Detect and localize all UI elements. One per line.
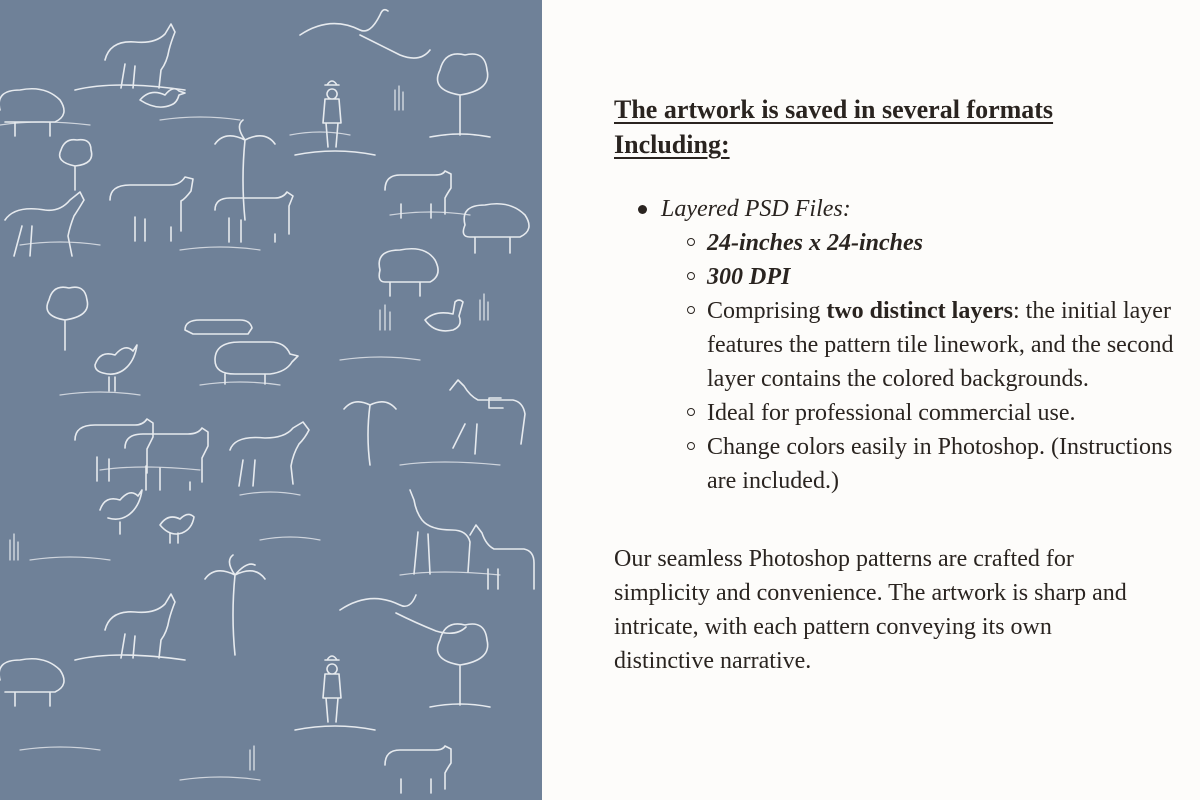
circle-bullet-icon: [687, 238, 695, 246]
cow-motif: [215, 192, 293, 242]
sheep-motif: [0, 89, 64, 136]
horse-motif: [450, 380, 525, 454]
circle-bullet-icon: [687, 272, 695, 280]
palm-tree-motif: [344, 402, 396, 465]
toile-pattern-image: [0, 0, 542, 800]
cow-motif: [75, 419, 153, 481]
ground-strokes: [0, 117, 500, 780]
sheep-motif: [379, 249, 438, 296]
commercial-text: Ideal for professional commercial use.: [707, 400, 1076, 426]
circle-bullet-icon: [687, 442, 695, 450]
donkey-motif: [410, 490, 470, 574]
tree-motif: [60, 140, 92, 190]
formats-list: [614, 192, 1174, 498]
hen-motif: [160, 514, 194, 543]
heading-line-2: Including:: [614, 130, 730, 159]
list-item-size: [661, 226, 1174, 260]
colors-text: Change colors easily in Photoshop. (Instructions are included.): [707, 434, 1173, 494]
description-paragraph: Our seamless Photoshop patterns are crafted for simplicity and convenience. The artwork is sharp and intricate, with each pattern conveying its own distinctive narrative.: [614, 546, 1127, 674]
list-item-colors: [661, 430, 1174, 498]
goose-motif: [425, 300, 463, 331]
tree-motif: [430, 54, 490, 137]
dpi-text: 300 DPI: [707, 264, 791, 290]
disc-bullet-icon: [638, 205, 647, 214]
circle-bullet-icon: [687, 408, 695, 416]
description-panel: [614, 92, 1174, 678]
rooster-motif: [95, 345, 137, 391]
goat-motif: [75, 24, 185, 90]
rooster-motif: [100, 490, 142, 534]
sheep-motif: [0, 659, 64, 706]
cow-motif: [110, 177, 193, 241]
goat-motif: [75, 594, 185, 660]
farmer-motif: [295, 81, 375, 155]
layers-bold-text: two distinct layers: [826, 298, 1013, 324]
formats-heading: [614, 92, 1174, 162]
tree-motif: [47, 287, 88, 350]
size-text: 24-inches x 24-inches: [707, 230, 923, 256]
list-item-layers: [661, 294, 1174, 396]
farmer-motif: [295, 656, 375, 730]
sheep-motif: [463, 204, 529, 253]
layers-prefix: Comprising: [707, 298, 827, 324]
layers-suffix: : the initial layer features the pattern tile linework, and the second layer contains the colored backgrounds.: [707, 298, 1174, 392]
pig-motif: [185, 320, 252, 334]
tree-motif: [430, 624, 490, 707]
pattern-artwork: [0, 0, 542, 800]
cow-motif: [385, 171, 451, 218]
palm-tree-motif: [215, 120, 275, 220]
donkey-motif: [470, 525, 534, 589]
list-item-commercial: [661, 396, 1174, 430]
list-item-dpi: [661, 260, 1174, 294]
peacock-motif: [300, 10, 430, 58]
palm-tree-motif: [205, 555, 265, 655]
heading-line-1: The artwork is saved in several formats: [614, 95, 1054, 124]
pig-motif: [215, 342, 298, 384]
horse-motif: [5, 192, 84, 256]
cow-motif: [125, 428, 208, 490]
psd-details-list: [661, 226, 1174, 498]
list-item-psd: [614, 192, 1174, 498]
cow-motif: [385, 746, 451, 793]
duck-motif: [140, 89, 185, 107]
horse-motif: [230, 422, 309, 486]
psd-title: Layered PSD Files:: [661, 196, 851, 222]
circle-bullet-icon: [687, 306, 695, 314]
